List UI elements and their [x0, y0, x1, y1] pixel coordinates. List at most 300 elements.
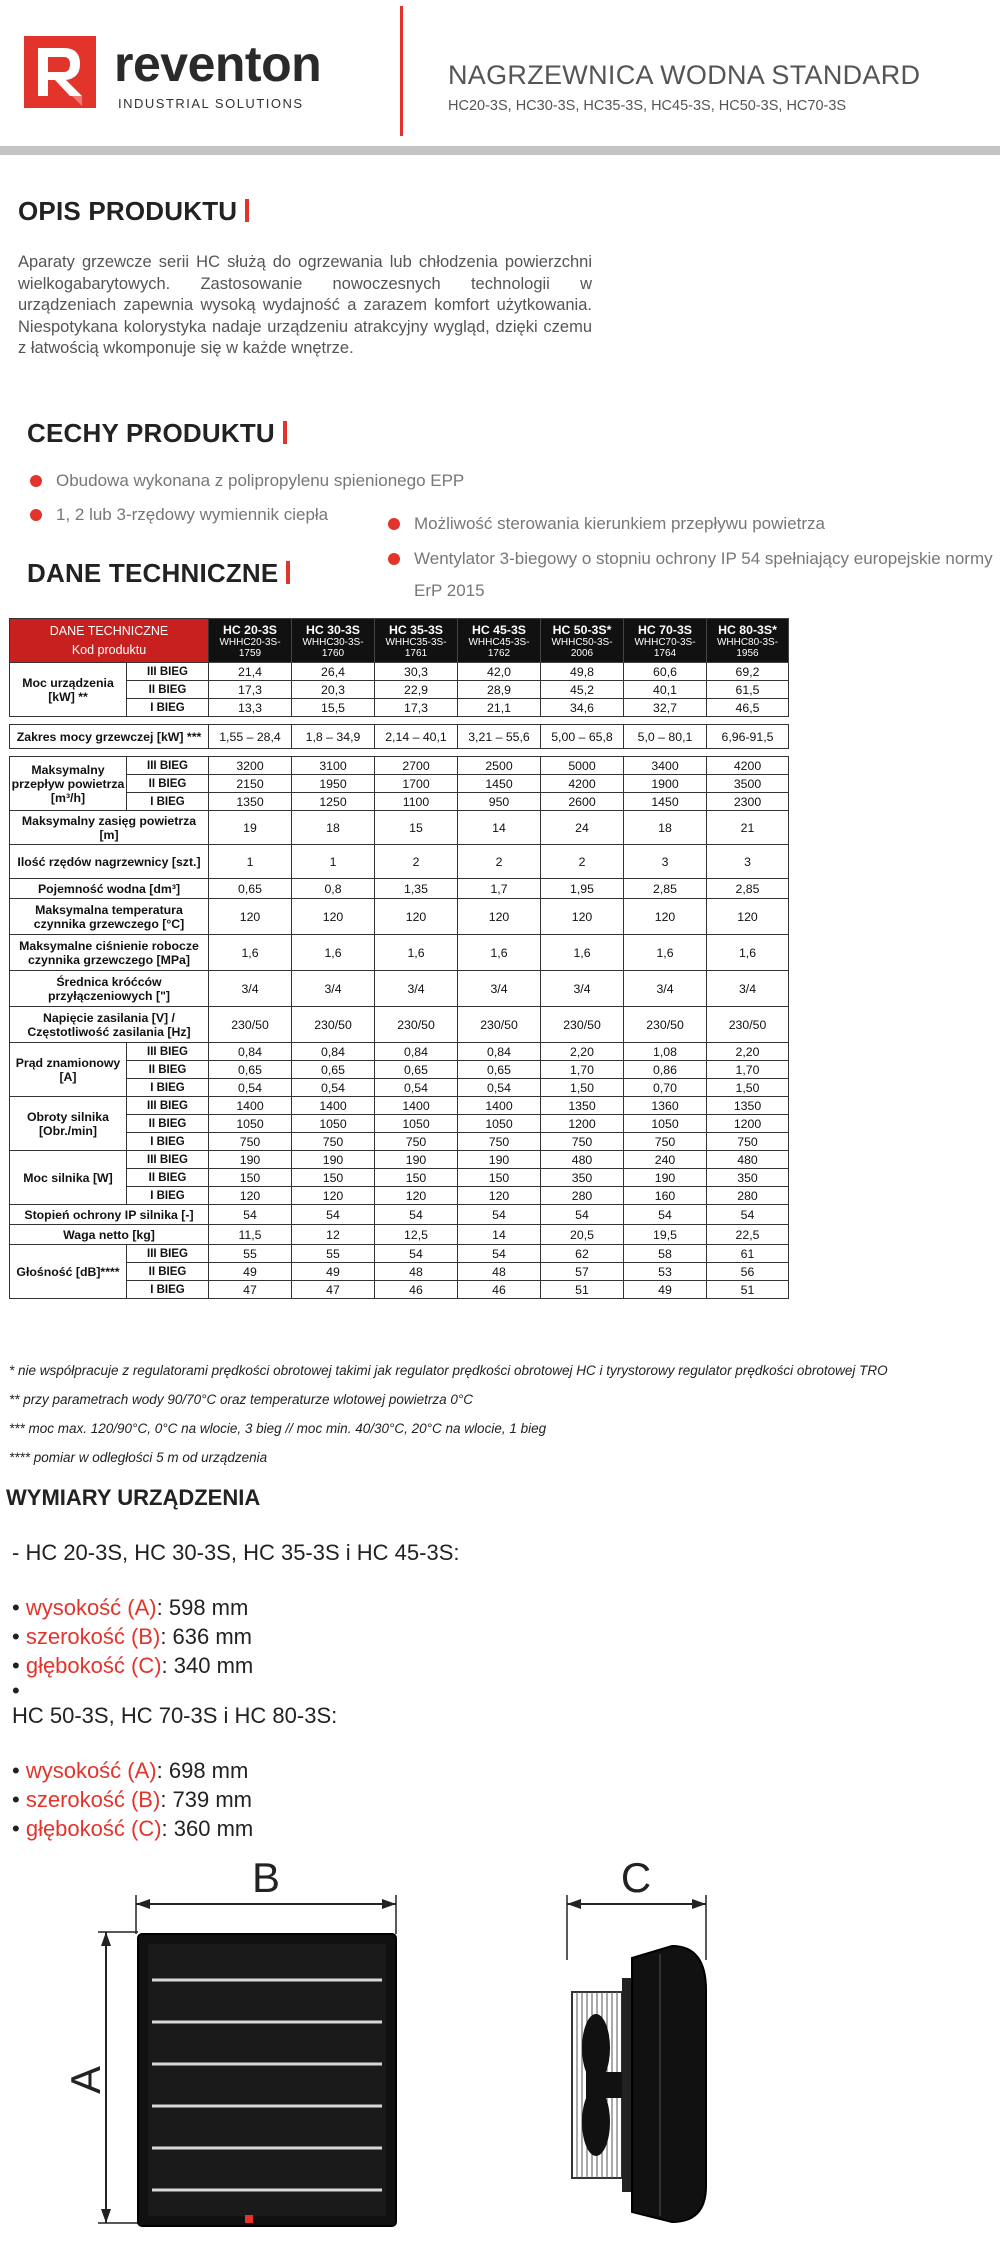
table-cell: 54	[375, 1205, 458, 1225]
model-name: HC 80-3S*	[718, 622, 777, 637]
table-cell: 15,5	[292, 699, 375, 717]
spacer-cell	[10, 717, 789, 725]
table-cell: 0,65	[292, 1061, 375, 1079]
footnote: ** przy parametrach wody 90/70°C oraz temperaturze wlotowej powietrza 0°C	[9, 1392, 474, 1407]
table-cell: 0,65	[458, 1061, 541, 1079]
model-name: HC 70-3S	[638, 622, 692, 637]
bullet-dot-icon	[30, 475, 42, 487]
table-cell: 19,5	[624, 1225, 707, 1245]
table-cell: 150	[458, 1169, 541, 1187]
table-cell: 0,84	[375, 1043, 458, 1061]
table-cell: 120	[375, 899, 458, 935]
table-row	[10, 757, 789, 775]
table-cell: 14	[458, 1225, 541, 1245]
gear-label: III BIEG	[127, 663, 209, 681]
dimension-item: • głębokość (C): 340 mm	[12, 1653, 254, 1678]
table-cell: 150	[209, 1169, 292, 1187]
table-cell: 57	[541, 1263, 624, 1281]
table-cell: 1450	[624, 793, 707, 811]
model-name: HC 45-3S	[472, 622, 526, 637]
model-name: HC 30-3S	[306, 622, 360, 637]
table-cell: 120	[458, 899, 541, 935]
page-header	[0, 0, 1000, 155]
table-cell: 350	[707, 1169, 789, 1187]
model-name: HC 35-3S	[389, 622, 443, 637]
gear-label: III BIEG	[127, 1245, 209, 1263]
table-row	[10, 1079, 789, 1097]
table-cell: 49	[292, 1263, 375, 1281]
gear-label: I BIEG	[127, 1187, 209, 1205]
table-cell: 2	[375, 845, 458, 879]
table-cell: 1450	[458, 775, 541, 793]
param-label: Napięcie zasilania [V] / Częstotliwość zasilania [Hz]	[10, 1007, 209, 1043]
table-cell: 1200	[707, 1115, 789, 1133]
table-cell: 56	[707, 1263, 789, 1281]
table-cell: 20,5	[541, 1225, 624, 1245]
model-code: WHHC50-3S-2006	[551, 636, 613, 659]
table-cell: 120	[209, 1187, 292, 1205]
footnote: * nie współpracuje z regulatorami prędkości obrotowej takimi jak regulator prędkości obrotowej HC i tyrystorowy regulator prędkości obrotowej TRO	[9, 1363, 888, 1378]
table-spacer	[10, 717, 789, 725]
table-cell: 1,6	[209, 935, 292, 971]
table-cell: 190	[624, 1169, 707, 1187]
table-cell: 190	[458, 1151, 541, 1169]
table-cell: 2	[458, 845, 541, 879]
spacer-cell	[10, 749, 789, 757]
table-cell: 1,6	[375, 935, 458, 971]
table-cell: 150	[375, 1169, 458, 1187]
footnote: *** moc max. 120/90°C, 0°C na wlocie, 3 bieg // moc min. 40/30°C, 20°C na wlocie, 1 bieg	[9, 1421, 547, 1436]
table-cell: 54	[541, 1205, 624, 1225]
gear-label: II BIEG	[127, 1061, 209, 1079]
table-cell: 950	[458, 793, 541, 811]
table-cell: 55	[209, 1245, 292, 1263]
product-models: HC20-3S, HC30-3S, HC35-3S, HC45-3S, HC50-3S, HC70-3S	[448, 98, 847, 114]
tech-title: DANE TECHNICZNE	[27, 558, 290, 589]
table-cell: 1400	[209, 1097, 292, 1115]
table-cell: 120	[292, 899, 375, 935]
table-cell: 48	[375, 1263, 458, 1281]
table-cell: 3/4	[707, 971, 789, 1007]
table-cell: 22,5	[707, 1225, 789, 1245]
table-cell: 40,1	[624, 681, 707, 699]
table-cell: 42,0	[458, 663, 541, 681]
table-cell: 69,2	[707, 663, 789, 681]
table-cell: 750	[375, 1133, 458, 1151]
param-label: Moc silnika [W]	[10, 1151, 127, 1205]
table-row	[10, 775, 789, 793]
table-cell: 18	[292, 811, 375, 845]
table-cell: 1,6	[458, 935, 541, 971]
table-cell: 1,8 – 34,9	[292, 725, 375, 749]
table-row	[10, 811, 789, 845]
param-label: Średnica króćców przyłączeniowych ["]	[10, 971, 209, 1007]
feature-item: Obudowa wykonana z polipropylenu spienionego EPP	[56, 469, 464, 493]
table-cell: 5,0 – 80,1	[624, 725, 707, 749]
table-cell: 0,54	[458, 1079, 541, 1097]
table-cell: 750	[292, 1133, 375, 1151]
table-cell: 120	[624, 899, 707, 935]
table-cell: 45,2	[541, 681, 624, 699]
table-cell: 750	[458, 1133, 541, 1151]
table-cell: 17,3	[209, 681, 292, 699]
model-header	[707, 619, 789, 663]
table-cell: 350	[541, 1169, 624, 1187]
table-cell: 47	[292, 1281, 375, 1299]
table-cell: 0,54	[375, 1079, 458, 1097]
model-code: WHHC45-3S-1762	[468, 636, 530, 659]
table-cell: 3200	[209, 757, 292, 775]
gear-label: III BIEG	[127, 1097, 209, 1115]
table-cell: 240	[624, 1151, 707, 1169]
table-row	[10, 1205, 789, 1225]
table-cell: 2700	[375, 757, 458, 775]
table-cell: 17,3	[375, 699, 458, 717]
dimension-label-c: C	[620, 1854, 652, 1901]
table-cell: 61,5	[707, 681, 789, 699]
model-code: WHHC20-3S-1759	[219, 636, 281, 659]
table-cell: 11,5	[209, 1225, 292, 1245]
model-code: WHHC80-3S-1956	[716, 636, 779, 659]
table-cell: 5000	[541, 757, 624, 775]
table-row	[10, 1043, 789, 1061]
gear-label: III BIEG	[127, 757, 209, 775]
table-cell: 0,8	[292, 879, 375, 899]
table-cell: 0,86	[624, 1061, 707, 1079]
param-label: Obroty silnika [Obr./min]	[10, 1097, 127, 1151]
table-cell: 3100	[292, 757, 375, 775]
table-cell: 1700	[375, 775, 458, 793]
technical-drawing	[0, 1850, 1000, 2250]
dimensions-title: WYMIARY URZĄDZENIA	[6, 1485, 261, 1510]
table-cell: 1900	[624, 775, 707, 793]
table-cell: 2,20	[707, 1043, 789, 1061]
model-name: HC 50-3S*	[552, 622, 612, 637]
dimension-item: • szerokość (B): 739 mm	[12, 1787, 253, 1812]
model-header	[541, 619, 624, 663]
table-cell: 3	[707, 845, 789, 879]
table-cell: 55	[292, 1245, 375, 1263]
table-cell: 1950	[292, 775, 375, 793]
param-label: Maksymalny zasięg powietrza [m]	[10, 811, 209, 845]
header-label: DANE TECHNICZNE	[49, 624, 169, 638]
table-row	[10, 1281, 789, 1299]
table-cell: 19	[209, 811, 292, 845]
dimension-item: • wysokość (A): 598 mm	[12, 1595, 249, 1620]
dimension-item: • głębokość (C): 360 mm	[12, 1816, 254, 1841]
tech-table	[9, 618, 789, 1299]
table-cell: 1	[292, 845, 375, 879]
table-cell: 1,7	[458, 879, 541, 899]
bullet-dot-icon	[388, 553, 400, 565]
table-cell: 32,7	[624, 699, 707, 717]
table-row	[10, 845, 789, 879]
table-cell: 54	[375, 1245, 458, 1263]
table-cell: 2,85	[624, 879, 707, 899]
table-cell: 1,35	[375, 879, 458, 899]
table-cell: 1,70	[707, 1061, 789, 1079]
table-cell: 190	[292, 1151, 375, 1169]
table-cell: 12	[292, 1225, 375, 1245]
table-cell: 1,6	[624, 935, 707, 971]
table-row	[10, 899, 789, 935]
front-view	[62, 1854, 396, 2226]
table-cell: 51	[707, 1281, 789, 1299]
table-row	[10, 699, 789, 717]
table-cell: 1350	[541, 1097, 624, 1115]
gear-label: I BIEG	[127, 1281, 209, 1299]
table-cell: 0,54	[292, 1079, 375, 1097]
table-cell: 750	[624, 1133, 707, 1151]
table-cell: 2300	[707, 793, 789, 811]
table-cell: 46	[458, 1281, 541, 1299]
table-cell: 0,84	[209, 1043, 292, 1061]
table-cell: 3/4	[209, 971, 292, 1007]
table-cell: 21	[707, 811, 789, 845]
dimensions-group-title: HC 50-3S, HC 70-3S i HC 80-3S:	[12, 1703, 338, 1728]
table-cell: 21,4	[209, 663, 292, 681]
tech-table-body	[10, 619, 789, 1299]
table-cell: 54	[458, 1205, 541, 1225]
table-row	[10, 681, 789, 699]
table-cell: 0,84	[458, 1043, 541, 1061]
table-cell: 750	[541, 1133, 624, 1151]
table-cell: 1,6	[541, 935, 624, 971]
table-cell: 1400	[375, 1097, 458, 1115]
table-cell: 26,4	[292, 663, 375, 681]
table-cell: 190	[209, 1151, 292, 1169]
table-cell: 18	[624, 811, 707, 845]
table-cell: 1200	[541, 1115, 624, 1133]
table-header-label	[10, 619, 209, 663]
table-cell: 1,55 – 28,4	[209, 725, 292, 749]
gear-label: II BIEG	[127, 1115, 209, 1133]
param-label: Maksymalny przepływ powietrza [m³/h]	[10, 757, 127, 811]
table-cell: 51	[541, 1281, 624, 1299]
feature-item: Możliwość sterowania kierunkiem przepływu powietrza	[414, 512, 825, 536]
table-cell: 14	[458, 811, 541, 845]
table-cell: 47	[209, 1281, 292, 1299]
table-cell: 120	[292, 1187, 375, 1205]
table-cell: 58	[624, 1245, 707, 1263]
table-cell: 1250	[292, 793, 375, 811]
gear-label: III BIEG	[127, 1043, 209, 1061]
table-cell: 3/4	[292, 971, 375, 1007]
table-cell: 2	[541, 845, 624, 879]
header-bar	[0, 146, 1000, 155]
table-cell: 48	[458, 1263, 541, 1281]
table-cell: 480	[707, 1151, 789, 1169]
model-code: WHHC70-3S-1764	[634, 636, 696, 659]
table-cell: 4200	[707, 757, 789, 775]
param-label: Pojemność wodna [dm³]	[10, 879, 209, 899]
table-row	[10, 1097, 789, 1115]
table-cell: 190	[375, 1151, 458, 1169]
brand-name: reventon	[114, 36, 322, 92]
table-cell: 1360	[624, 1097, 707, 1115]
table-cell: 54	[292, 1205, 375, 1225]
table-cell: 230/50	[209, 1007, 292, 1043]
description-text: Aparaty grzewcze serii HC służą do ogrzewania lub chłodzenia powierzchni wielkogabarytowych. Zastosowanie nowoczesnych technologii w urządzeniach zapewnia wysoką wydajność a zarazem komfort użytkowania. Niespotykana kolorystyka nadaje urządzeniu atrakcyjny wygląd, dzięki czemu z łatwością wkomponuje się w każde wnętrze.	[18, 253, 592, 357]
model-header	[458, 619, 541, 663]
table-cell: 53	[624, 1263, 707, 1281]
table-cell: 54	[209, 1205, 292, 1225]
table-cell: 5,00 – 65,8	[541, 725, 624, 749]
table-cell: 280	[707, 1187, 789, 1205]
table-cell: 12,5	[375, 1225, 458, 1245]
table-cell: 0,70	[624, 1079, 707, 1097]
table-cell: 49	[209, 1263, 292, 1281]
param-label: Ilość rzędów nagrzewnicy [szt.]	[10, 845, 209, 879]
table-cell: 1100	[375, 793, 458, 811]
table-row	[10, 1263, 789, 1281]
table-cell: 20,3	[292, 681, 375, 699]
table-cell: 160	[624, 1187, 707, 1205]
table-cell: 21,1	[458, 699, 541, 717]
table-row	[10, 935, 789, 971]
param-label: Maksymalne ciśnienie robocze czynnika grzewczego [MPa]	[10, 935, 209, 971]
dimension-item: • wysokość (A): 698 mm	[12, 1758, 249, 1783]
title-accent-bar	[245, 199, 249, 222]
table-cell: 1050	[624, 1115, 707, 1133]
table-cell: 120	[209, 899, 292, 935]
dimension-label-a: A	[62, 2065, 109, 2095]
gear-label: I BIEG	[127, 1079, 209, 1097]
table-cell: 22,9	[375, 681, 458, 699]
gear-label: I BIEG	[127, 699, 209, 717]
table-row	[10, 971, 789, 1007]
table-cell: 3,21 – 55,6	[458, 725, 541, 749]
table-cell: 1400	[292, 1097, 375, 1115]
table-cell: 0,65	[209, 1061, 292, 1079]
table-cell: 1,50	[707, 1079, 789, 1097]
table-cell: 0,65	[375, 1061, 458, 1079]
gear-label: II BIEG	[127, 775, 209, 793]
table-cell: 13,3	[209, 699, 292, 717]
model-code: WHHC30-3S-1760	[302, 636, 364, 659]
table-row	[10, 1115, 789, 1133]
table-cell: 750	[707, 1133, 789, 1151]
table-row	[10, 1007, 789, 1043]
param-label: Maksymalna temperatura czynnika grzewczego [°C]	[10, 899, 209, 935]
gear-label: II BIEG	[127, 1263, 209, 1281]
table-cell: 30,3	[375, 663, 458, 681]
table-row	[10, 725, 789, 749]
table-cell: 0,54	[209, 1079, 292, 1097]
table-cell: 3/4	[624, 971, 707, 1007]
bullet-dot-icon	[30, 509, 42, 521]
table-cell: 61	[707, 1245, 789, 1263]
table-spacer	[10, 749, 789, 757]
table-cell: 2,14 – 40,1	[375, 725, 458, 749]
feature-item: 1, 2 lub 3-rzędowy wymiennik ciepła	[56, 503, 328, 527]
table-cell: 60,6	[624, 663, 707, 681]
dimension-label-b: B	[251, 1854, 281, 1901]
table-cell: 120	[458, 1187, 541, 1205]
bullet-dot-icon	[388, 518, 400, 530]
param-label: Moc urządzenia [kW] **	[10, 663, 127, 717]
table-cell: 49,8	[541, 663, 624, 681]
gear-label: II BIEG	[127, 1169, 209, 1187]
brand-subtitle: INDUSTRIAL SOLUTIONS	[118, 96, 304, 111]
table-row	[10, 663, 789, 681]
table-cell: 480	[541, 1151, 624, 1169]
header-sub: Kod produktu	[71, 643, 147, 657]
table-cell: 6,96-91,5	[707, 725, 789, 749]
dimension-item: • szerokość (B): 636 mm	[12, 1624, 253, 1649]
param-label: Głośność [dB]****	[10, 1245, 127, 1299]
table-cell: 1350	[209, 793, 292, 811]
table-cell: 3/4	[541, 971, 624, 1007]
table-cell: 120	[541, 899, 624, 935]
table-cell: 15	[375, 811, 458, 845]
table-cell: 54	[458, 1245, 541, 1263]
table-cell: 0,65	[209, 879, 292, 899]
table-cell: 2500	[458, 757, 541, 775]
table-cell: 54	[624, 1205, 707, 1225]
table-cell: 34,6	[541, 699, 624, 717]
table-cell: 750	[209, 1133, 292, 1151]
table-cell: 1,50	[541, 1079, 624, 1097]
model-name: HC 20-3S	[223, 622, 277, 637]
table-cell: 3/4	[375, 971, 458, 1007]
gear-label: I BIEG	[127, 1133, 209, 1151]
param-label: Stopień ochrony IP silnika [-]	[10, 1205, 209, 1225]
table-cell: 28,9	[458, 681, 541, 699]
table-row	[10, 793, 789, 811]
table-cell: 1,6	[292, 935, 375, 971]
product-title: NAGRZEWNICA WODNA STANDARD	[448, 60, 921, 90]
table-header-row	[10, 619, 789, 663]
table-cell: 230/50	[541, 1007, 624, 1043]
table-cell: 0,84	[292, 1043, 375, 1061]
table-row	[10, 1225, 789, 1245]
model-header	[209, 619, 292, 663]
model-header	[624, 619, 707, 663]
table-cell: 120	[707, 899, 789, 935]
table-cell: 150	[292, 1169, 375, 1187]
table-cell: 230/50	[458, 1007, 541, 1043]
table-cell: 3/4	[458, 971, 541, 1007]
table-cell: 230/50	[707, 1007, 789, 1043]
table-cell: 1050	[375, 1115, 458, 1133]
table-cell: 2,85	[707, 879, 789, 899]
table-cell: 46,5	[707, 699, 789, 717]
table-cell: 1050	[209, 1115, 292, 1133]
features-title: CECHY PRODUKTU	[27, 418, 287, 449]
reventon-logo-icon	[24, 36, 96, 108]
table-row	[10, 1151, 789, 1169]
table-cell: 1,70	[541, 1061, 624, 1079]
dimension-bullet: •	[12, 1678, 20, 1703]
table-row	[10, 1187, 789, 1205]
table-cell: 1	[209, 845, 292, 879]
table-cell: 54	[707, 1205, 789, 1225]
table-row	[10, 879, 789, 899]
table-cell: 46	[375, 1281, 458, 1299]
table-cell: 230/50	[624, 1007, 707, 1043]
gear-label: II BIEG	[127, 681, 209, 699]
table-cell: 1,95	[541, 879, 624, 899]
table-cell: 230/50	[375, 1007, 458, 1043]
table-row	[10, 1061, 789, 1079]
model-header	[292, 619, 375, 663]
table-cell: 24	[541, 811, 624, 845]
title-accent-bar	[286, 561, 290, 584]
description-title: OPIS PRODUKTU	[18, 196, 249, 227]
param-label: Waga netto [kg]	[10, 1225, 209, 1245]
param-label: Prąd znamionowy [A]	[10, 1043, 127, 1097]
